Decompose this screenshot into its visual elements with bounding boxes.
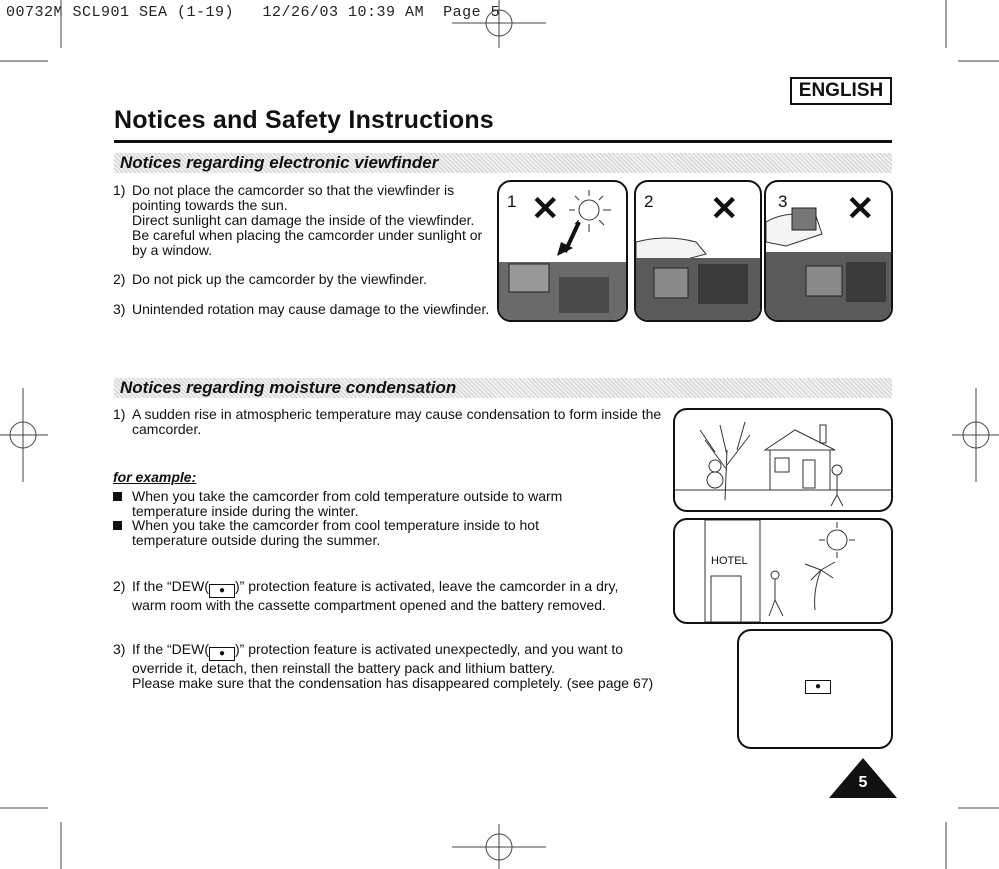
illustration-panel-1 bbox=[497, 180, 628, 322]
print-header: 00732M SCL901 SEA (1-19) 12/26/03 10:39 AM Page 5 bbox=[6, 4, 501, 21]
list-item bbox=[113, 579, 653, 611]
item-line: Do not pick up the camcorder by the viewfinder. bbox=[132, 271, 427, 287]
water-drop-icon: ● bbox=[209, 647, 235, 661]
section-title: Notices regarding moisture condensation bbox=[120, 378, 457, 397]
hand-lifting-viewfinder-illustration bbox=[636, 182, 760, 320]
item-number: 2) bbox=[113, 271, 126, 287]
bullet-icon bbox=[113, 492, 122, 501]
item-line: Do not place the camcorder so that the viewfinder is bbox=[132, 182, 455, 198]
item-line: camcorder. bbox=[132, 421, 202, 437]
panel-number: 3 bbox=[778, 192, 788, 211]
item-text: If the “DEW( bbox=[132, 578, 210, 594]
item-line: by a window. bbox=[132, 242, 213, 258]
item-line: Direct sunlight can damage the inside of the viewfinder. bbox=[132, 212, 475, 228]
panel-number: 2 bbox=[644, 192, 654, 211]
x-mark-icon: ✕ bbox=[846, 190, 875, 228]
list-item bbox=[113, 642, 673, 690]
winter-scene-panel bbox=[673, 408, 893, 512]
dew-display-panel bbox=[737, 629, 893, 749]
page-title: Notices and Safety Instructions bbox=[114, 106, 494, 134]
water-drop-icon: ● bbox=[209, 584, 235, 598]
section-title: Notices regarding electronic viewfinder bbox=[120, 153, 439, 172]
item-number: 1) bbox=[113, 182, 126, 198]
item-number: 3) bbox=[113, 301, 126, 317]
item-text: If the “DEW( bbox=[132, 641, 210, 657]
section-header-viewfinder bbox=[114, 153, 892, 173]
item-line: pointing towards the sun. bbox=[132, 197, 288, 213]
list-item bbox=[113, 407, 663, 439]
item-number: 2) bbox=[113, 578, 126, 594]
item-line: temperature outside during the summer. bbox=[132, 532, 381, 548]
item-number: 3) bbox=[113, 641, 126, 657]
water-drop-icon: ● bbox=[805, 680, 831, 694]
page-number: 5 bbox=[858, 774, 868, 791]
illustration-panel-3 bbox=[764, 180, 893, 322]
item-line: override it, detach, then reinstall the battery pack and lithium battery. bbox=[132, 660, 556, 676]
hotel-sign: HOTEL bbox=[711, 555, 748, 567]
item-line: When you take the camcorder from cold temperature outside to warm bbox=[132, 488, 563, 504]
list-item bbox=[113, 183, 493, 263]
item-line: Unintended rotation may cause damage to the viewfinder. bbox=[132, 301, 490, 317]
item-text: )” protection feature is activated, leave the camcorder in a dry, bbox=[235, 578, 619, 594]
item-line: Be careful when placing the camcorder under sunlight or bbox=[132, 227, 483, 243]
rotating-viewfinder-illustration bbox=[766, 182, 891, 320]
bullet-item bbox=[113, 518, 613, 550]
x-mark-icon: ✕ bbox=[531, 190, 560, 228]
camcorder-sun-illustration bbox=[499, 182, 626, 320]
item-line: temperature inside during the winter. bbox=[132, 503, 359, 519]
language-badge: ENGLISH bbox=[790, 77, 892, 105]
title-rule bbox=[114, 140, 892, 143]
item-number: 1) bbox=[113, 406, 126, 422]
bullet-icon bbox=[113, 521, 122, 530]
item-line: Please make sure that the condensation has disappeared completely. (see page 67) bbox=[132, 675, 654, 691]
item-text: )” protection feature is activated unexpectedly, and you want to bbox=[235, 641, 624, 657]
item-line: A sudden rise in atmospheric temperature may cause condensation to form inside the bbox=[132, 406, 662, 422]
example-heading: for example: bbox=[113, 469, 197, 485]
summer-scene-illustration bbox=[675, 520, 891, 622]
winter-scene-illustration bbox=[675, 410, 891, 510]
summer-scene-panel bbox=[673, 518, 893, 624]
x-mark-icon: ✕ bbox=[710, 190, 739, 228]
panel-number: 1 bbox=[507, 192, 517, 211]
list-item bbox=[113, 302, 493, 318]
list-item bbox=[113, 272, 493, 288]
item-line: When you take the camcorder from cool temperature inside to hot bbox=[132, 517, 539, 533]
section-header-moisture bbox=[114, 378, 892, 398]
illustration-panel-2 bbox=[634, 180, 762, 322]
item-line: warm room with the cassette compartment opened and the battery removed. bbox=[132, 597, 606, 613]
